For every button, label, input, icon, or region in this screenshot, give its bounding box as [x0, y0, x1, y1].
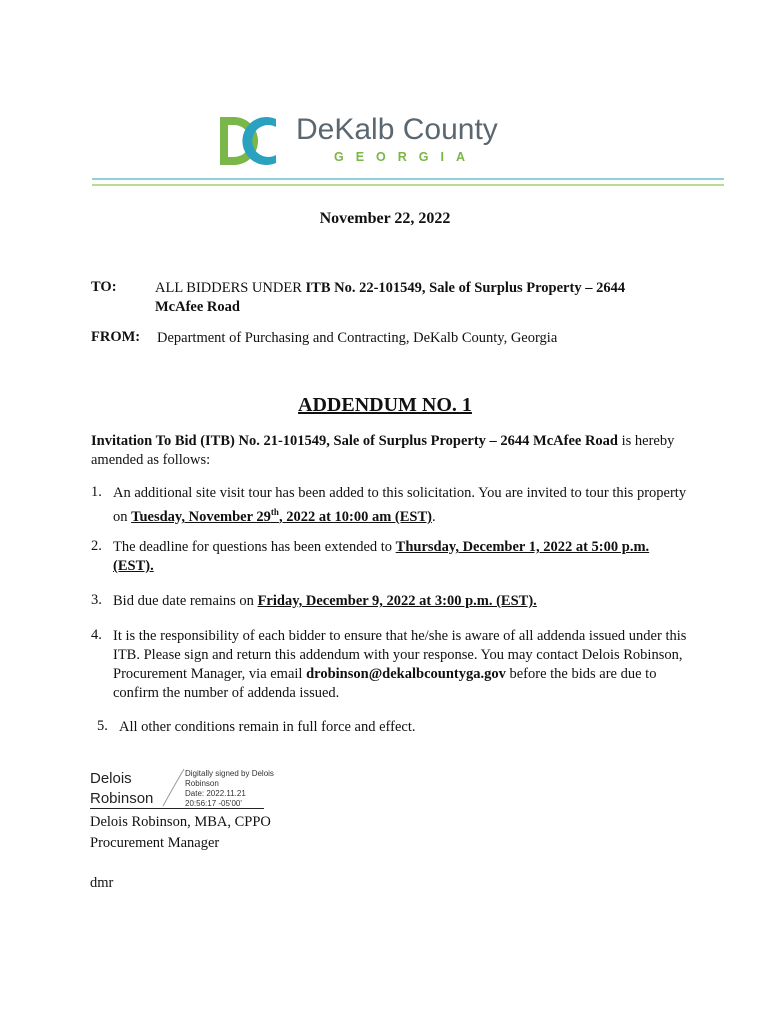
- item-number: 5.: [97, 718, 108, 734]
- logo-wordmark: DeKalb County: [296, 113, 498, 146]
- signer-name: Delois Robinson, MBA, CPPO: [90, 814, 271, 830]
- item-number: 4.: [91, 627, 102, 643]
- digital-signature-name: Delois Robinson: [90, 770, 154, 807]
- from-label: FROM:: [91, 329, 141, 345]
- header-rule-blue: [92, 178, 724, 180]
- item-number: 3.: [91, 592, 102, 608]
- logo-state: GEORGIA: [334, 150, 478, 164]
- item-number: 2.: [91, 538, 102, 554]
- to-text: ALL BIDDERS UNDER ITB No. 22-101549, Sale of Surplus Property – 2644 McAfee Road: [155, 280, 626, 315]
- dc-monogram-icon: [218, 115, 290, 167]
- signature-slash-icon: [160, 768, 186, 808]
- digital-signature-details: Digitally signed by Delois Robinson Date: 2022.11.21 20:56:17 -05'00': [185, 769, 274, 808]
- list-item: It is the responsibility of each bidder to ensure that he/she is aware of all addenda issued under this ITB. Please sign and return this addendum with your response. You may contact Delois Robinson, Procurement Manager, via email drobinson@dekalbcountyga.gov before the bids are due to confirm the number of addenda issued.: [113, 628, 687, 701]
- list-item: An additional site visit tour has been added to this solicitation. You are invited to tour this property on Tuesday, November 29th, 2022 at 10:00 am (EST).: [113, 485, 687, 525]
- intro-paragraph: Invitation To Bid (ITB) No. 21-101549, Sale of Surplus Property – 2644 McAfee Road is hereby amended as follows:: [91, 433, 675, 468]
- list-item: Bid due date remains on Friday, December 9, 2022 at 3:00 p.m. (EST).: [113, 593, 537, 609]
- list-item: The deadline for questions has been extended to Thursday, December 1, 2022 at 5:00 p.m. (EST).: [113, 539, 650, 574]
- to-label: TO:: [91, 279, 117, 295]
- addendum-title: ADDENDUM NO. 1: [298, 394, 472, 416]
- dekalb-county-logo: [218, 113, 498, 169]
- signature-line: [90, 808, 264, 809]
- item-number: 1.: [91, 484, 102, 500]
- list-item: All other conditions remain in full force and effect.: [119, 719, 416, 735]
- from-text: Department of Purchasing and Contracting, DeKalb County, Georgia: [157, 330, 558, 346]
- signer-title: Procurement Manager: [90, 835, 220, 851]
- header-rule-green: [92, 184, 724, 186]
- document-date: November 22, 2022: [319, 210, 451, 227]
- typist-initials: dmr: [90, 875, 114, 891]
